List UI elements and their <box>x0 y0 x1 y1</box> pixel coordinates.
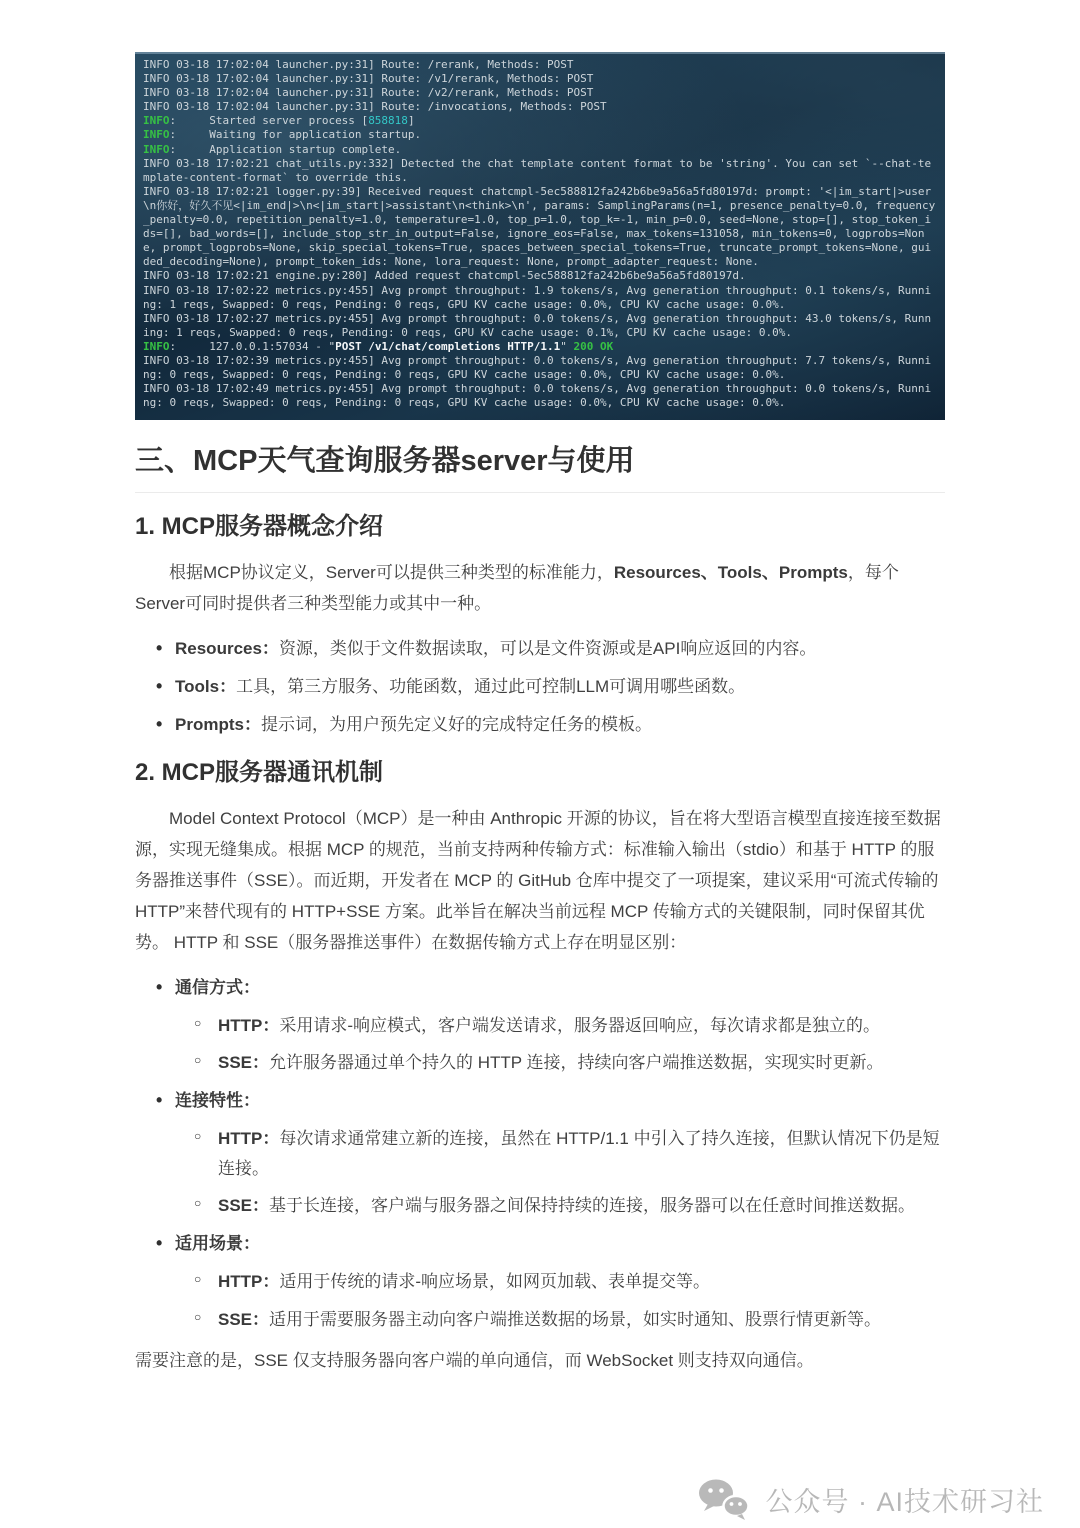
list-group-label <box>135 1086 945 1116</box>
terminal-line: INFO: Application startup complete. <box>143 142 402 156</box>
terminal-line: INFO: Started server process [858818] <box>143 114 415 128</box>
subsection-title-1: 1. MCP服务器概念介绍 <box>135 513 384 541</box>
article-content <box>135 52 945 1391</box>
list-subitem <box>135 1267 945 1297</box>
terminal-line: INFO 03-18 17:02:04 launcher.py:31] Route: /v1/rerank, Methods: POST <box>143 72 594 86</box>
list-subitem <box>135 1011 945 1041</box>
list-item <box>135 710 945 740</box>
group-label: 通信方式： <box>175 977 260 997</box>
terminal-line: INFO 03-18 17:02:49 metrics.py:455] Avg prompt throughput: 0.0 tokens/s, Avg generation throughput: 0.0 tokens/s, Running: 0 reqs, Swapped: 0 reqs, Pending: 0 reqs, GPU KV cache usage: 0.0%, CPU KV cache usage: 0.0%. <box>143 382 932 410</box>
subitem-text: 每次请求通常建立新的连接，虽然在 HTTP/1.1 中引入了持久连接，但默认情况下仍是短连接。 <box>218 1128 940 1178</box>
subitem-text: 适用于需要服务器主动向客户端推送数据的场景，如实时通知、股票行情更新等。 <box>269 1309 882 1329</box>
subitem-label: SSE： <box>218 1196 270 1216</box>
terminal-line: INFO 03-18 17:02:21 logger.py:39] Received request chatcmpl-5ec588812fa242b6be9a56a5fd80197d: prompt: '<|im_start|>user\n你好，好久不见<|im_end|>\n<|im_start|>assistant\n<think>\n', params: SamplingParams(n=1, presence_penalty=0.0, frequency_penalty=0.0, repetition_penalty=1.0, temperature=1.0, top_p=1.0, top_k=-1, min_p=0.0, seed=None, stop=[], stop_token_ids=[], bad_words=[], include_stop_str_in_output=False, ignore_eos=False, max_tokens=131058, min_tokens=0, logprobs=None, prompt_logprobs=None, skip_special_tokens=True, spaces_between_special_tokens=True, truncate_prompt_tokens=None, guided_decoding=None), prompt_token_ids: None, lora_request: None, prompt_adapter_request: None. <box>143 184 936 269</box>
terminal-line: INFO 03-18 17:02:21 engine.py:280] Added request chatcmpl-5ec588812fa242b6be9a56a5fd80197d. <box>143 269 746 283</box>
list-subitem <box>135 1048 945 1078</box>
terminal-line: INFO 03-18 17:02:22 metrics.py:455] Avg prompt throughput: 1.9 tokens/s, Avg generation throughput: 0.1 tokens/s, Running: 1 reqs, Swapped: 0 reqs, Pending: 0 reqs, GPU KV cache usage: 0.0%, CPU KV cache usage: 0.0%. <box>143 283 932 311</box>
subitem-text: 基于长连接，客户端与服务器之间保持持续的连接，服务器可以在任意时间推送数据。 <box>269 1196 916 1216</box>
terminal-line: INFO: Waiting for application startup. <box>143 128 422 142</box>
paragraph-intro <box>135 558 945 620</box>
group-label: 连接特性： <box>175 1091 260 1110</box>
list-item <box>135 634 945 664</box>
paragraph-note: 需要注意的是，SSE 仅支持服务器向客户端的单向通信，而 WebSocket 则支持双向通信。 <box>135 1351 814 1371</box>
wechat-icon <box>697 1477 751 1521</box>
terminal-line: INFO 03-18 17:02:21 chat_utils.py:332] Detected the chat template content format to be 'string'. You can set `--chat-template-content-format` to override this. <box>143 156 932 184</box>
list-subitem <box>135 1305 945 1335</box>
list-subitem <box>135 1191 945 1221</box>
watermark <box>697 1477 1044 1521</box>
subitem-label: SSE： <box>218 1053 270 1073</box>
terminal-log <box>135 52 945 420</box>
paragraph-text: 根据MCP协议定义，Server可以提供三种类型的标准能力， <box>169 563 614 583</box>
terminal-line: INFO 03-18 17:02:27 metrics.py:455] Avg prompt throughput: 0.0 tokens/s, Avg generation throughput: 43.0 tokens/s, Running: 1 reqs, Swapped: 0 reqs, Pending: 0 reqs, GPU KV cache usage: 0.1%, CPU KV cache usage: 0.0%. <box>143 311 932 339</box>
capability-list <box>135 634 945 739</box>
comparison-list <box>135 973 945 1335</box>
subitem-text: 允许服务器通过单个持久的 HTTP 连接，持续向客户端推送数据，实现实时更新。 <box>269 1053 884 1073</box>
list-item <box>135 672 945 702</box>
terminal-line: INFO 03-18 17:02:04 launcher.py:31] Route: /invocations, Methods: POST <box>143 100 607 114</box>
list-item-label: Resources： <box>175 639 279 659</box>
list-item-text: 提示词，为用户预先定义好的完成特定任务的模板。 <box>260 714 652 734</box>
subitem-label: SSE： <box>218 1309 270 1329</box>
terminal-line: INFO 03-18 17:02:04 launcher.py:31] Route: /v2/rerank, Methods: POST <box>143 86 594 100</box>
paragraph-text: ，每个Server可同时提供者三种类型能力或其中一种。 <box>135 563 899 614</box>
group-label: 适用场景： <box>175 1234 260 1253</box>
subitem-label: HTTP： <box>218 1015 280 1035</box>
list-group-label <box>135 1229 945 1259</box>
subitem-text: 采用请求-响应模式，客户端发送请求，服务器返回响应，每次请求都是独立的。 <box>279 1015 881 1035</box>
terminal-line: INFO: 127.0.0.1:57034 - "POST /v1/chat/completions HTTP/1.1" 200 OK <box>143 339 614 353</box>
subitem-label: HTTP： <box>218 1271 280 1291</box>
terminal-line: INFO 03-18 17:02:39 metrics.py:455] Avg prompt throughput: 0.0 tokens/s, Avg generation throughput: 7.7 tokens/s, Running: 0 reqs, Swapped: 0 reqs, Pending: 0 reqs, GPU KV cache usage: 0.0%, CPU KV cache usage: 0.0%. <box>143 353 932 382</box>
terminal-line: INFO 03-18 17:02:04 launcher.py:31] Route: /rerank, Methods: POST <box>143 58 574 71</box>
section-heading: 三、MCP天气查询服务器server与使用 <box>135 445 945 493</box>
subitem-text: 适用于传统的请求-响应场景，如网页加载、表单提交等。 <box>279 1271 711 1291</box>
watermark-text: 公众号 · AI技术研习社 <box>765 1486 1044 1517</box>
subsection-title-2: 2. MCP服务器通讯机制 <box>135 759 384 787</box>
list-group-label <box>135 973 945 1003</box>
bold-term: Resources、Tools、Prompts <box>613 563 848 583</box>
list-item-text: 资源，类似于文件数据读取，可以是文件资源或是API响应返回的内容。 <box>278 639 817 659</box>
list-subitem <box>135 1124 945 1184</box>
list-item-label: Tools： <box>175 676 237 696</box>
paragraph-mcp: Model Context Protocol（MCP）是一种由 Anthropic 开源的协议，旨在将大型语言模型直接连接至数据源，实现无缝集成。根据 MCP 的规范，当前支持两种传输方式：标准输入输出（stdio）和基于 HTTP 的服务器推送事件（SSE）。而近期，开发者在 MCP 的 GitHub 仓库中提交了一项提案，建议采用“可流式传输的 HTTP”来替代现有的 HTTP+SSE 方案。此举旨在解决当前远程 MCP 传输方式的关键限制，同时保留其优势。 HTTP 和 SSE（服务器推送事件）在数据传输方式上存在明显区别： <box>135 809 941 952</box>
list-item-label: Prompts： <box>175 714 261 734</box>
list-item-text: 工具，第三方服务、功能函数，通过此可控制LLM可调用哪些函数。 <box>236 676 746 696</box>
subitem-label: HTTP： <box>218 1128 280 1148</box>
